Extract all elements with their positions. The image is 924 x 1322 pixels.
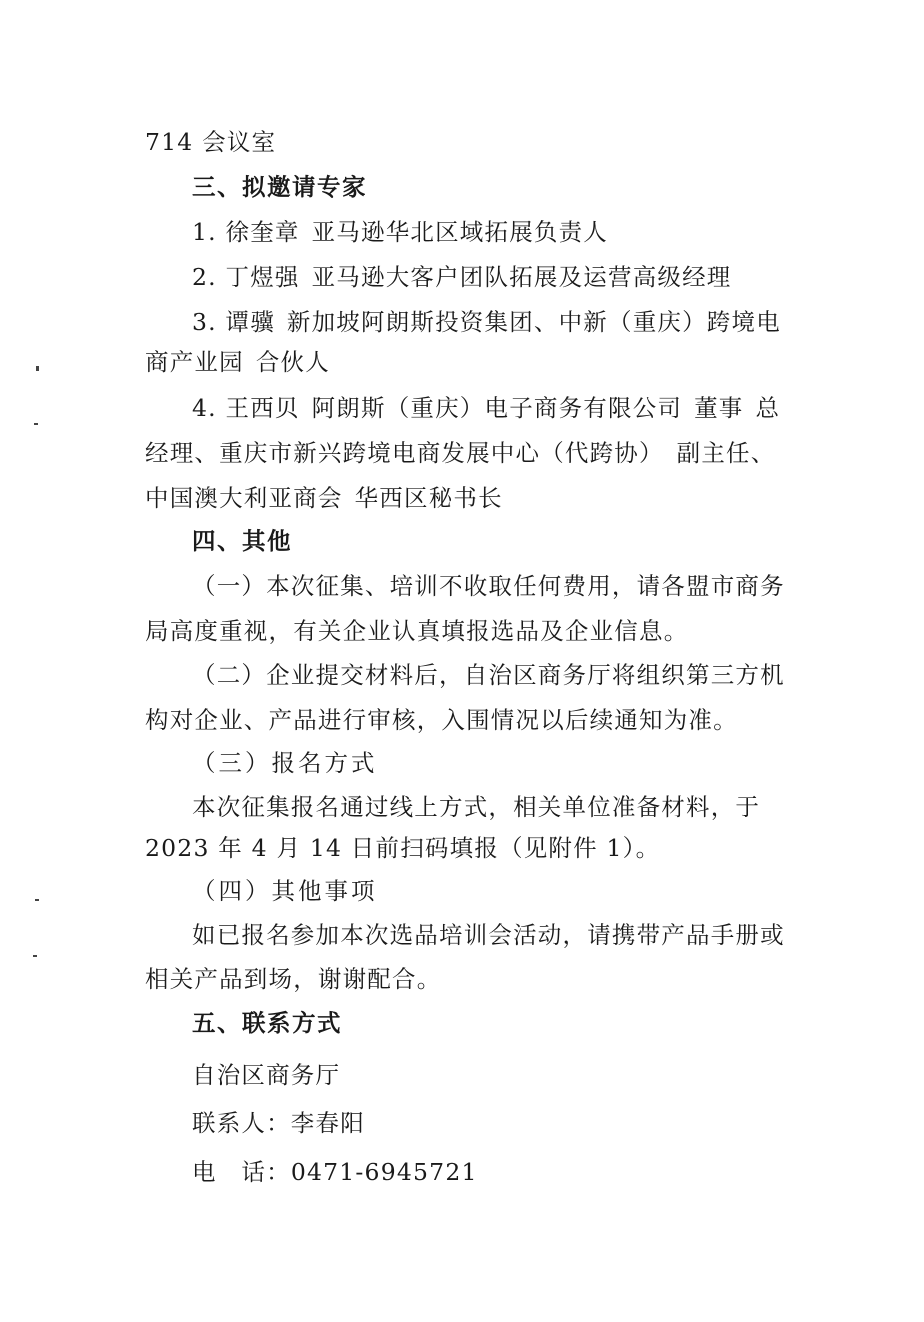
- paragraph-4-line-2: 相关产品到场，谢谢配合。: [145, 965, 442, 993]
- paragraph-1-line-1: （一）本次征集、培训不收取任何费用，请各盟市商务: [192, 572, 785, 600]
- expert-item-2: [192, 262, 732, 292]
- expert-role: 董事: [694, 394, 744, 422]
- expert-item-4-continued-2: [145, 483, 503, 513]
- expert-name: 4. 王西贝: [192, 394, 300, 422]
- paragraph-4-line-1: 如已报名参加本次选品培训会活动，请携带产品手册或: [192, 921, 785, 949]
- expert-name: 2. 丁煜强: [192, 263, 300, 291]
- contact-person: 联系人：李春阳: [192, 1109, 365, 1137]
- section-heading-experts: 三、拟邀请专家: [192, 173, 367, 201]
- expert-item-4: [192, 393, 780, 423]
- scan-mark: [33, 955, 37, 957]
- expert-title-continued: 中国澳大利亚商会: [145, 484, 343, 512]
- expert-item-3-continued: [145, 347, 330, 377]
- expert-item-3: [192, 307, 781, 337]
- scan-mark: [34, 423, 38, 425]
- section-heading-contact: 五、联系方式: [192, 1009, 342, 1037]
- paragraph-2-line-2: 构对企业、产品进行审核，入围情况以后续通知为准。: [145, 706, 738, 734]
- subheading-other-matters: （四）其他事项: [192, 877, 378, 905]
- paragraph-2-line-1: （二）企业提交材料后，自治区商务厅将组织第三方机: [192, 661, 785, 689]
- scan-mark: [35, 899, 39, 901]
- continuation-line: 714 会议室: [145, 128, 277, 156]
- phone-number: 0471-6945721: [290, 1158, 478, 1186]
- expert-role-continued: 总: [755, 394, 781, 422]
- expert-role: 合伙人: [255, 348, 330, 376]
- section-heading-other: 四、其他: [192, 527, 292, 555]
- expert-title: 亚马逊华北区域拓展负责人: [311, 218, 608, 246]
- expert-name: 1. 徐奎章: [192, 218, 300, 246]
- expert-title: 亚马逊大客户团队拓展及运营高级经理: [311, 263, 732, 291]
- contact-organization: 自治区商务厅: [192, 1061, 341, 1089]
- expert-name: 3. 谭骥: [192, 308, 275, 336]
- phone-label: 电 话：: [192, 1158, 291, 1186]
- expert-title-continued: 商产业园: [145, 348, 244, 376]
- scan-mark: [36, 366, 39, 371]
- expert-item-4-continued: 经理、重庆市新兴跨境电商发展中心（代跨协） 副主任、: [145, 439, 776, 467]
- expert-item-1: [192, 217, 608, 247]
- expert-title: 阿朗斯（重庆）电子商务有限公司: [311, 394, 683, 422]
- contact-phone: [192, 1157, 478, 1187]
- expert-role: 华西区秘书长: [354, 484, 503, 512]
- paragraph-3-line-2: 2023 年 4 月 14 日前扫码填报（见附件 1）。: [145, 834, 661, 862]
- subheading-registration: （三）报名方式: [192, 749, 378, 777]
- paragraph-1-line-2: 局高度重视，有关企业认真填报选品及企业信息。: [145, 617, 689, 645]
- expert-title: 新加坡阿朗斯投资集团、中新（重庆）跨境电: [286, 308, 781, 336]
- paragraph-3-line-1: 本次征集报名通过线上方式，相关单位准备材料，于: [192, 793, 761, 821]
